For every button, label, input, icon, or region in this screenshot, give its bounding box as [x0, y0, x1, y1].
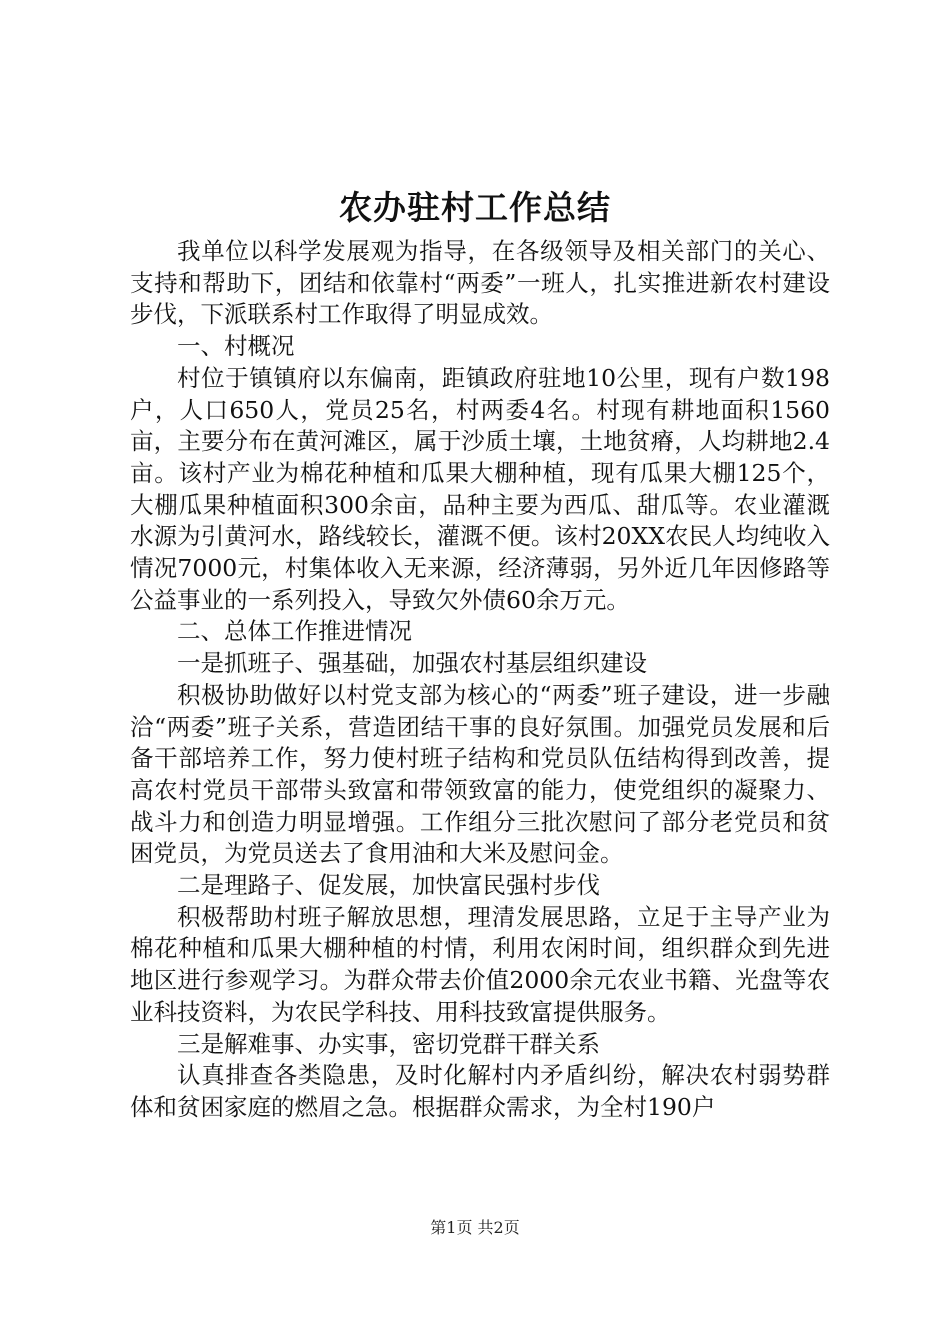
- subheading-team-building: 一是抓班子、强基础，加强农村基层组织建设: [177, 649, 647, 678]
- subheading-practical-work: 三是解难事、办实事，密切党群干群关系: [177, 1029, 600, 1058]
- page-number-footer: 第1页 共2页: [430, 1218, 520, 1237]
- paragraph-practical-work: 认真排查各类隐患，及时化解村内矛盾纠纷，解决农村弱势群体和贫困家庭的燃眉之急。根据群众需求，为全村190户: [130, 1061, 830, 1121]
- paragraph-team-building: 积极协助做好以村党支部为核心的“两委”班子建设，进一步融洽“两委”班子关系，营造团结干事的良好氛围。加强党员发展和后备干部培养工作，努力使村班子结构和党员队伍结构得到改善，提高农村党员干部带头致富和带领致富的能力，使党组织的凝聚力、战斗力和创造力明显增强。工作组分三批次慰问了部分老党员和贫困党员，为党员送去了食用油和大米及慰问金。: [130, 680, 830, 868]
- section-heading-village-overview: 一、村概况: [177, 332, 295, 361]
- paragraph-development: 积极帮助村班子解放思想，理清发展思路，立足于主导产业为棉花种植和瓜果大棚种植的村情，利用农闲时间，组织群众到先进地区进行参观学习。为群众带去价值2000余元农业书籍、光盘等农业科技资料，为农民学科技、用科技致富提供服务。: [130, 902, 830, 1026]
- document-body: [130, 236, 830, 1124]
- paragraph-intro: 我单位以科学发展观为指导，在各级领导及相关部门的关心、支持和帮助下，团结和依靠村“两委”一班人，扎实推进新农村建设步伐，下派联系村工作取得了明显成效。: [130, 237, 830, 329]
- document-title: 农办驻村工作总结: [339, 188, 611, 227]
- subheading-development: 二是理路子、促发展，加快富民强村步伐: [177, 871, 600, 900]
- paragraph-village-overview: 村位于镇镇府以东偏南，距镇政府驻地10公里，现有户数198户，人口650人，党员25名，村两委4名。村现有耕地面积1560亩，主要分布在黄河滩区，属于沙质土壤，土地贫瘠，人均耕地2.4亩。该村产业为棉花种植和瓜果大棚种植，现有瓜果大棚125个，大棚瓜果种植面积300余亩，品种主要为西瓜、甜瓜等。农业灌溉水源为引黄河水，路线较长，灌溉不便。该村20XX农民人均纯收入情况7000元，村集体收入无来源，经济薄弱，另外近几年因修路等公益事业的一系列投入，导致欠外债60余万元。: [130, 363, 830, 614]
- section-heading-overall-progress: 二、总体工作推进情况: [177, 617, 412, 646]
